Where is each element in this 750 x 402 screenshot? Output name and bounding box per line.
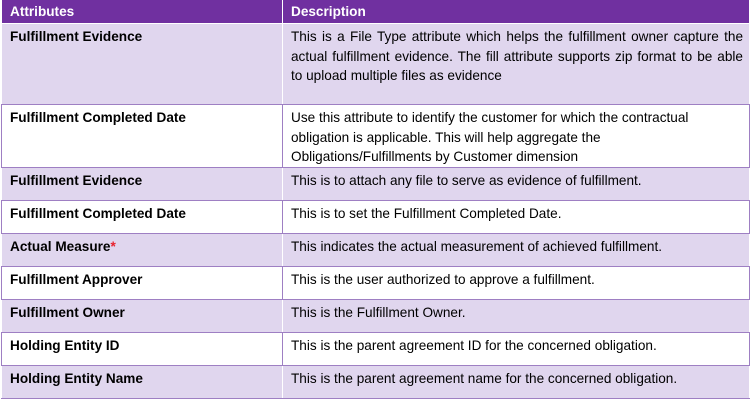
description-cell: This is a File Type attribute which helps the fulfillment owner capture the actual fulfillment evidence. The fill attribute supports zip format to be able to upload multiple files as evidence — [283, 24, 750, 105]
table-body — [2, 24, 750, 399]
attribute-cell: Fulfillment Evidence — [2, 24, 283, 105]
attribute-cell: Holding Entity Name — [2, 365, 283, 398]
attribute-cell: Fulfillment Completed Date — [2, 105, 283, 168]
description-cell: This is to attach any file to serve as evidence of fulfillment. — [283, 167, 750, 200]
table-row — [2, 233, 750, 266]
table-row — [2, 167, 750, 200]
header-description: Description — [283, 0, 750, 24]
description-cell: Use this attribute to identify the customer for which the contractual obligation is applicable. This will help aggregate the Obligations/Fulfillments by Customer dimension — [283, 105, 750, 168]
table-row — [2, 332, 750, 365]
description-cell: This is the Fulfillment Owner. — [283, 299, 750, 332]
table-row — [2, 266, 750, 299]
attribute-label: Actual Measure — [10, 238, 111, 254]
table-row — [2, 299, 750, 332]
description-cell: This indicates the actual measurement of achieved fulfillment. — [283, 233, 750, 266]
required-marker: * — [110, 238, 116, 254]
description-cell: This is to set the Fulfillment Completed Date. — [283, 200, 750, 233]
table-row — [2, 200, 750, 233]
attributes-table — [1, 0, 750, 399]
description-cell: This is the parent agreement name for the concerned obligation. — [283, 365, 750, 398]
description-cell: This is the user authorized to approve a fulfillment. — [283, 266, 750, 299]
header-row — [2, 0, 750, 24]
header-attributes: Attributes — [2, 0, 283, 24]
table-row — [2, 365, 750, 398]
attribute-cell: Fulfillment Evidence — [2, 167, 283, 200]
attribute-cell: Fulfillment Owner — [2, 299, 283, 332]
attribute-cell: Fulfillment Completed Date — [2, 200, 283, 233]
table-row — [2, 24, 750, 105]
attribute-cell: Fulfillment Approver — [2, 266, 283, 299]
description-cell: This is the parent agreement ID for the concerned obligation. — [283, 332, 750, 365]
attribute-cell — [2, 233, 283, 266]
table-header — [2, 0, 750, 24]
table-row — [2, 105, 750, 168]
attribute-cell: Holding Entity ID — [2, 332, 283, 365]
